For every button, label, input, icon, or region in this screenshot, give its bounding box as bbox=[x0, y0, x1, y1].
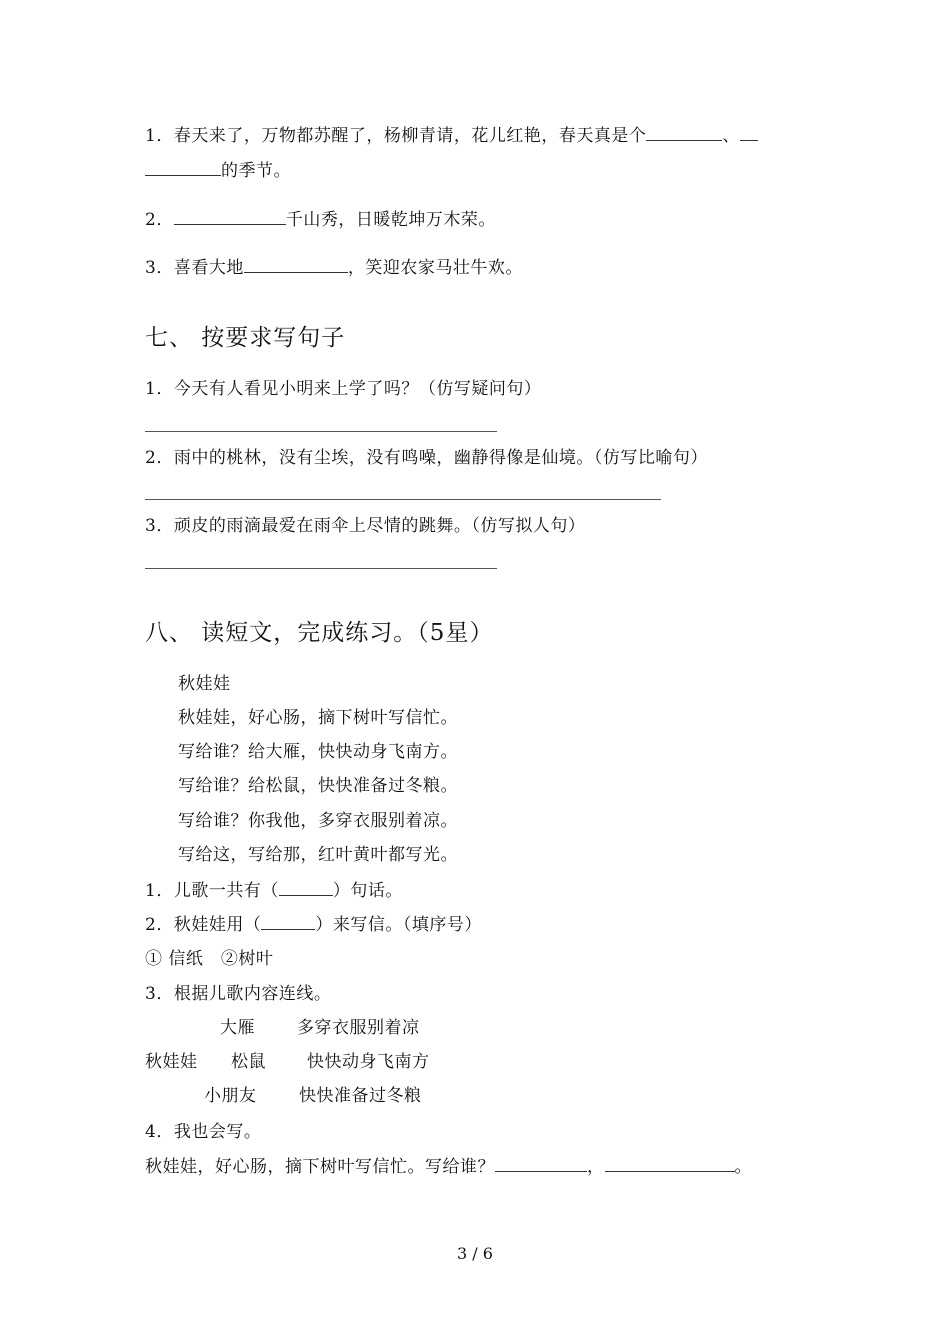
match-left-item[interactable]: 大雁 bbox=[220, 1018, 255, 1038]
page-number: 3 / 6 bbox=[457, 1244, 493, 1263]
match-left-item[interactable]: 松鼠 bbox=[231, 1052, 266, 1072]
match-center: 秋娃娃 bbox=[145, 1052, 198, 1072]
section8-q1 bbox=[145, 879, 403, 902]
poem-line: 写给谁？你我他，多穿衣服别着凉。 bbox=[178, 811, 458, 831]
section8-q2-start: 2．秋娃娃用（ bbox=[145, 915, 262, 935]
answer-line[interactable] bbox=[145, 568, 497, 569]
poem-line: 秋娃娃，好心肠，摘下树叶写信忙。 bbox=[178, 708, 458, 728]
answer-blank[interactable] bbox=[646, 124, 722, 141]
answer-blank[interactable] bbox=[605, 1155, 735, 1172]
poem-line: 写给谁？给松鼠，快快准备过冬粮。 bbox=[178, 776, 458, 796]
section7-q2: 2．雨中的桃林，没有尘埃，没有鸣噪，幽静得像是仙境。（仿写比喻句） bbox=[145, 448, 708, 468]
match-right-item[interactable]: 快快动身飞南方 bbox=[307, 1052, 430, 1072]
answer-blank[interactable] bbox=[174, 208, 286, 225]
fill-q2-end: 千山秀，日暖乾坤万木荣。 bbox=[285, 210, 496, 230]
fill-q2-start: 2． bbox=[145, 210, 174, 230]
answer-line[interactable] bbox=[145, 499, 661, 500]
section8-q4: 4．我也会写。 bbox=[145, 1122, 262, 1142]
fill-q1-line1 bbox=[145, 124, 758, 147]
fill-q1-sep: 、 bbox=[722, 126, 740, 146]
section8-options: ① 信纸 ②树叶 bbox=[145, 949, 274, 969]
fill-q3-end: ，笑迎农家马壮牛欢。 bbox=[347, 258, 523, 278]
answer-blank[interactable] bbox=[145, 159, 221, 176]
poem-line: 写给这，写给那，红叶黄叶都写光。 bbox=[178, 845, 458, 865]
poem-title: 秋娃娃 bbox=[178, 674, 231, 694]
answer-blank[interactable] bbox=[495, 1155, 587, 1172]
answer-blank[interactable] bbox=[740, 124, 758, 141]
section7-heading: 七、 按要求写句子 bbox=[145, 325, 346, 351]
section8-q4-end: 。 bbox=[734, 1157, 752, 1177]
answer-blank[interactable] bbox=[261, 913, 315, 930]
match-right-item[interactable]: 多穿衣服别着凉 bbox=[297, 1018, 420, 1038]
section7-q3: 3．顽皮的雨滴最爱在雨伞上尽情的跳舞。（仿写拟人句） bbox=[145, 516, 586, 536]
match-right-item[interactable]: 快快准备过冬粮 bbox=[299, 1086, 422, 1106]
section8-q3: 3．根据儿歌内容连线。 bbox=[145, 984, 332, 1004]
answer-line[interactable] bbox=[145, 431, 497, 432]
match-left-item[interactable]: 小朋友 bbox=[204, 1086, 257, 1106]
section8-q1-start: 1．儿歌一共有（ bbox=[145, 881, 279, 901]
section8-q4-sep: ， bbox=[587, 1157, 605, 1177]
section8-q2 bbox=[145, 913, 482, 936]
fill-q3 bbox=[145, 256, 523, 279]
fill-q3-start: 3．喜看大地 bbox=[145, 258, 244, 278]
section8-q1-end: ）句话。 bbox=[332, 881, 403, 901]
section7-q1: 1．今天有人看见小明来上学了吗？（仿写疑问句） bbox=[145, 379, 542, 399]
fill-q1-end: 的季节。 bbox=[221, 161, 291, 181]
fill-q2 bbox=[145, 208, 496, 231]
fill-q1-text: 1．春天来了，万物都苏醒了，杨柳青请，花儿红艳，春天真是个 bbox=[145, 126, 647, 146]
section8-q2-end: ）来写信。（填序号） bbox=[315, 915, 482, 935]
answer-blank[interactable] bbox=[244, 256, 348, 273]
section8-heading: 八、 读短文，完成练习。（5星） bbox=[145, 620, 494, 646]
section8-q4-line bbox=[145, 1155, 752, 1178]
poem-line: 写给谁？给大雁，快快动身飞南方。 bbox=[178, 742, 458, 762]
answer-blank[interactable] bbox=[279, 879, 333, 896]
section8-q4-text: 秋娃娃，好心肠，摘下树叶写信忙。写给谁？ bbox=[145, 1157, 495, 1177]
fill-q1-line2 bbox=[145, 159, 291, 182]
